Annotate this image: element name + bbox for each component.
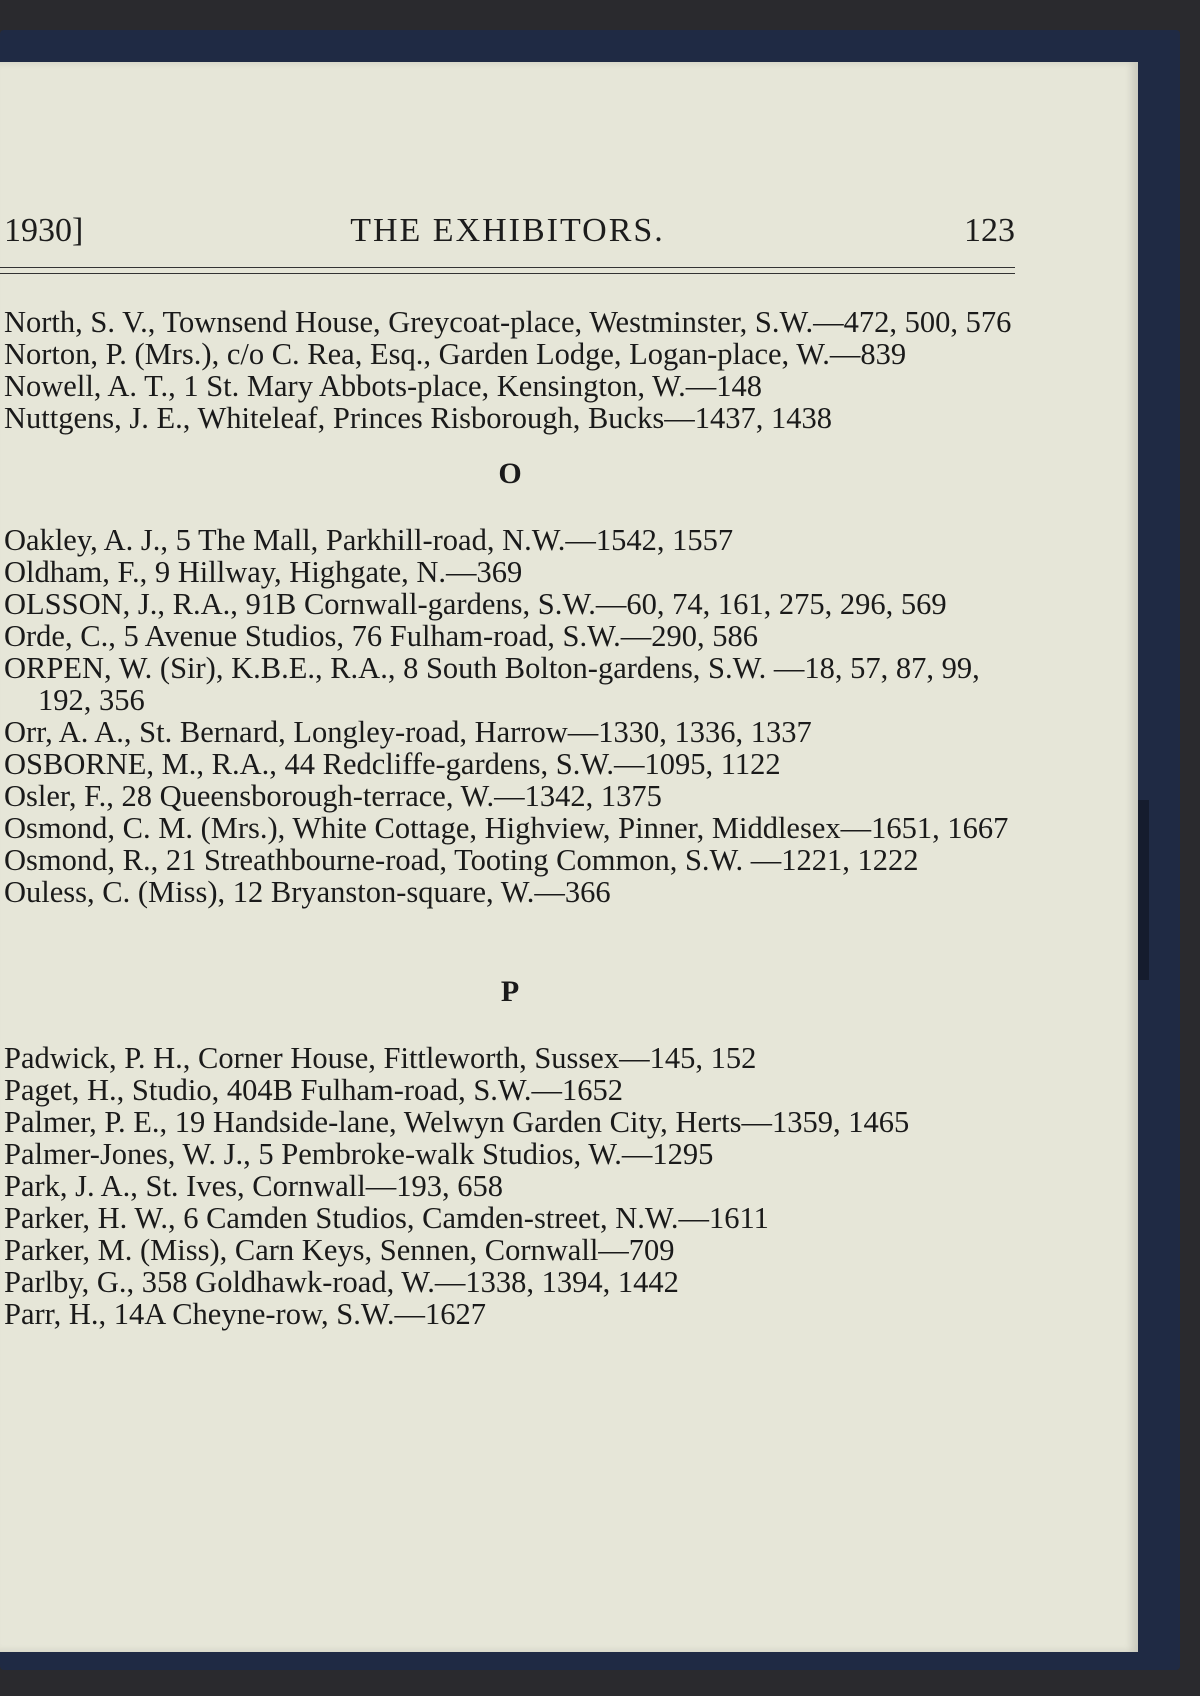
section-letter-o: O [498, 457, 522, 490]
book-page [0, 62, 1138, 1652]
list-item: Norton, P. (Mrs.), c/o C. Rea, Esq., Garden Lodge, Logan-place, W.—839 [4, 337, 907, 371]
list-item: Parker, H. W., 6 Camden Studios, Camden-street, N.W.—1611 [4, 1201, 769, 1235]
list-item: Paget, H., Studio, 404B Fulham-road, S.W.—1652 [4, 1073, 624, 1107]
list-item: Palmer-Jones, W. J., 5 Pembroke-walk Studios, W.—1295 [4, 1137, 714, 1171]
list-item: Padwick, P. H., Corner House, Fittleworth, Sussex—145, 152 [4, 1041, 757, 1075]
list-item: Oakley, A. J., 5 The Mall, Parkhill-road, N.W.—1542, 1557 [4, 523, 734, 557]
list-item: OSBORNE, M., R.A., 44 Redcliffe-gardens, S.W.—1095, 1122 [4, 747, 781, 781]
list-item: Orr, A. A., St. Bernard, Longley-road, Harrow—1330, 1336, 1337 [4, 715, 812, 749]
list-item: ORPEN, W. (Sir), K.B.E., R.A., 8 South Bolton-gardens, S.W. —18, 57, 87, 99, 192, 356 [4, 651, 980, 717]
header-year: 1930] [4, 212, 84, 249]
list-item: Nowell, A. T., 1 St. Mary Abbots-place, Kensington, W.—148 [4, 369, 762, 403]
list-item: Palmer, P. E., 19 Handside-lane, Welwyn Garden City, Herts—1359, 1465 [4, 1105, 910, 1139]
list-item: Osmond, C. M. (Mrs.), White Cottage, Highview, Pinner, Middlesex—1651, 1667 [4, 811, 1009, 845]
list-item: Ouless, C. (Miss), 12 Bryanston-square, W.—366 [4, 875, 611, 909]
list-item: North, S. V., Townsend House, Greycoat-place, Westminster, S.W.—472, 500, 576 [4, 305, 1012, 339]
list-item: Orde, C., 5 Avenue Studios, 76 Fulham-road, S.W.—290, 586 [4, 619, 758, 653]
list-item: Osler, F., 28 Queensborough-terrace, W.—1342, 1375 [4, 779, 662, 813]
header-rule [0, 267, 1015, 274]
page-number: 123 [964, 212, 1015, 249]
list-item: Nuttgens, J. E., Whiteleaf, Princes Risborough, Bucks—1437, 1438 [4, 401, 832, 435]
list-item: Park, J. A., St. Ives, Cornwall—193, 658 [4, 1169, 504, 1203]
list-item: OLSSON, J., R.A., 91B Cornwall-gardens, S.W.—60, 74, 161, 275, 296, 569 [4, 587, 947, 621]
list-item: Osmond, R., 21 Streathbourne-road, Tooting Common, S.W. —1221, 1222 [4, 843, 919, 877]
running-head [0, 212, 1015, 256]
list-item: Parr, H., 14A Cheyne-row, S.W.—1627 [4, 1297, 486, 1331]
exhibitor-list [0, 306, 1020, 1330]
page-title: THE EXHIBITORS. [350, 212, 665, 249]
list-item: Parker, M. (Miss), Carn Keys, Sennen, Cornwall—709 [4, 1233, 675, 1267]
list-item: Parlby, G., 358 Goldhawk-road, W.—1338, 1394, 1442 [4, 1265, 679, 1299]
section-letter-p: P [500, 975, 520, 1008]
list-item: Oldham, F., 9 Hillway, Highgate, N.—369 [4, 555, 523, 589]
